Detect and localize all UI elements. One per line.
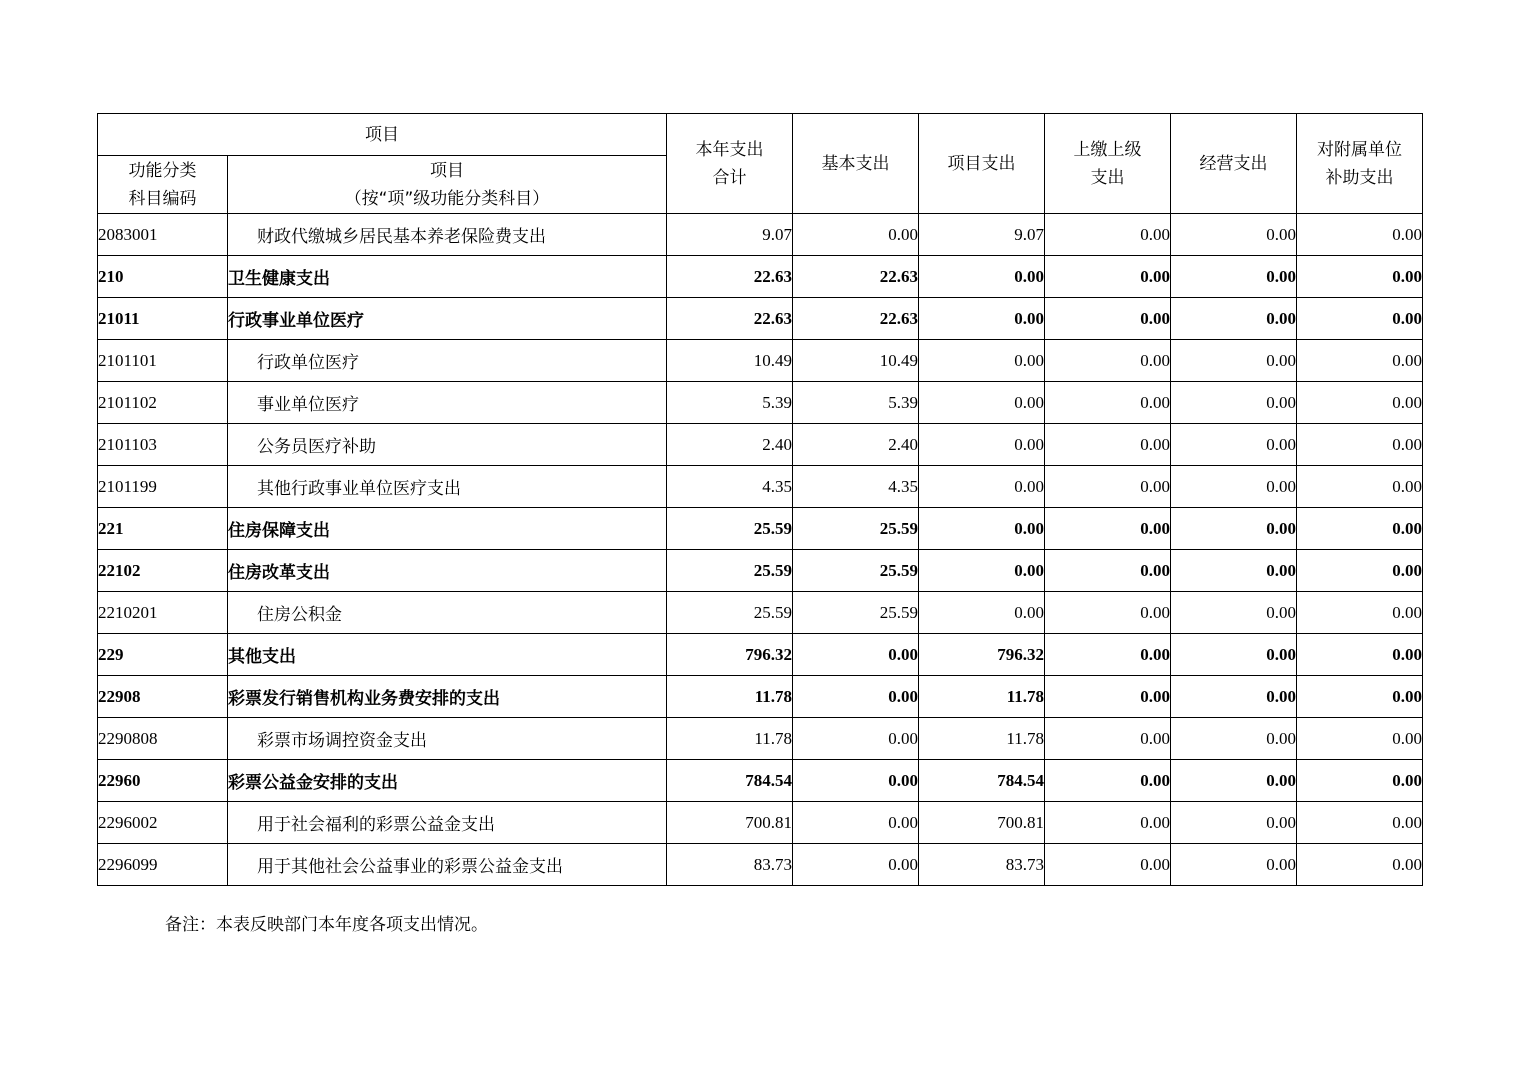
row-value-total: 25.59 <box>667 508 793 550</box>
footnote: 备注：本表反映部门本年度各项支出情况。 <box>165 915 488 935</box>
row-value-remit: 0.00 <box>1045 382 1171 424</box>
row-code: 2290808 <box>98 718 228 760</box>
row-value-operating: 0.00 <box>1171 676 1297 718</box>
row-value-subsidy: 0.00 <box>1297 424 1423 466</box>
row-value-remit: 0.00 <box>1045 214 1171 256</box>
row-value-subsidy: 0.00 <box>1297 340 1423 382</box>
row-value-basic: 0.00 <box>793 760 919 802</box>
row-value-project: 0.00 <box>919 466 1045 508</box>
row-value-remit: 0.00 <box>1045 256 1171 298</box>
row-value-remit: 0.00 <box>1045 340 1171 382</box>
row-value-subsidy: 0.00 <box>1297 214 1423 256</box>
row-code: 21011 <box>98 298 228 340</box>
row-value-project: 0.00 <box>919 298 1045 340</box>
row-code: 2101199 <box>98 466 228 508</box>
row-code: 229 <box>98 634 228 676</box>
row-code: 22102 <box>98 550 228 592</box>
row-value-total: 796.32 <box>667 634 793 676</box>
header-code: 功能分类 科目编码 <box>98 156 228 214</box>
row-name: 财政代缴城乡居民基本养老保险费支出 <box>228 214 667 256</box>
row-value-remit: 0.00 <box>1045 592 1171 634</box>
table-row <box>98 718 1423 760</box>
row-value-operating: 0.00 <box>1171 844 1297 886</box>
row-value-basic: 22.63 <box>793 256 919 298</box>
row-value-remit: 0.00 <box>1045 718 1171 760</box>
header-item: 项目 <box>98 114 667 156</box>
table-row <box>98 340 1423 382</box>
row-value-basic: 25.59 <box>793 508 919 550</box>
row-name: 用于社会福利的彩票公益金支出 <box>228 802 667 844</box>
row-code: 2083001 <box>98 214 228 256</box>
row-value-operating: 0.00 <box>1171 214 1297 256</box>
row-code: 2101101 <box>98 340 228 382</box>
row-value-basic: 10.49 <box>793 340 919 382</box>
row-value-operating: 0.00 <box>1171 298 1297 340</box>
table-row <box>98 424 1423 466</box>
row-value-operating: 0.00 <box>1171 802 1297 844</box>
row-value-operating: 0.00 <box>1171 424 1297 466</box>
row-value-basic: 5.39 <box>793 382 919 424</box>
row-code: 2101102 <box>98 382 228 424</box>
header-col-operating: 经营支出 <box>1171 114 1297 214</box>
row-value-total: 25.59 <box>667 550 793 592</box>
row-name: 行政事业单位医疗 <box>228 298 667 340</box>
row-value-total: 700.81 <box>667 802 793 844</box>
row-value-project: 0.00 <box>919 340 1045 382</box>
row-value-basic: 0.00 <box>793 214 919 256</box>
row-value-remit: 0.00 <box>1045 424 1171 466</box>
row-value-remit: 0.00 <box>1045 844 1171 886</box>
row-value-project: 0.00 <box>919 256 1045 298</box>
row-value-project: 9.07 <box>919 214 1045 256</box>
table-row <box>98 214 1423 256</box>
row-value-operating: 0.00 <box>1171 466 1297 508</box>
row-name: 公务员医疗补助 <box>228 424 667 466</box>
row-value-basic: 0.00 <box>793 802 919 844</box>
table-row <box>98 634 1423 676</box>
row-value-operating: 0.00 <box>1171 550 1297 592</box>
table-row <box>98 550 1423 592</box>
row-value-project: 11.78 <box>919 676 1045 718</box>
row-name: 彩票市场调控资金支出 <box>228 718 667 760</box>
row-value-subsidy: 0.00 <box>1297 844 1423 886</box>
header-col-basic: 基本支出 <box>793 114 919 214</box>
row-name: 其他行政事业单位医疗支出 <box>228 466 667 508</box>
row-value-basic: 0.00 <box>793 844 919 886</box>
table-row <box>98 466 1423 508</box>
row-value-subsidy: 0.00 <box>1297 466 1423 508</box>
row-name: 彩票发行销售机构业务费安排的支出 <box>228 676 667 718</box>
row-value-project: 796.32 <box>919 634 1045 676</box>
row-value-total: 2.40 <box>667 424 793 466</box>
row-code: 2210201 <box>98 592 228 634</box>
row-code: 210 <box>98 256 228 298</box>
row-value-total: 22.63 <box>667 256 793 298</box>
row-name: 行政单位医疗 <box>228 340 667 382</box>
expenditure-table <box>97 113 1423 886</box>
row-value-subsidy: 0.00 <box>1297 634 1423 676</box>
row-value-project: 0.00 <box>919 550 1045 592</box>
row-name: 彩票公益金安排的支出 <box>228 760 667 802</box>
row-value-subsidy: 0.00 <box>1297 760 1423 802</box>
row-value-remit: 0.00 <box>1045 508 1171 550</box>
row-value-project: 0.00 <box>919 424 1045 466</box>
row-value-remit: 0.00 <box>1045 760 1171 802</box>
row-value-operating: 0.00 <box>1171 382 1297 424</box>
row-value-total: 9.07 <box>667 214 793 256</box>
row-value-remit: 0.00 <box>1045 298 1171 340</box>
row-value-project: 784.54 <box>919 760 1045 802</box>
row-value-total: 10.49 <box>667 340 793 382</box>
row-value-total: 83.73 <box>667 844 793 886</box>
row-value-remit: 0.00 <box>1045 550 1171 592</box>
row-value-total: 22.63 <box>667 298 793 340</box>
row-value-subsidy: 0.00 <box>1297 256 1423 298</box>
row-code: 2101103 <box>98 424 228 466</box>
row-value-project: 700.81 <box>919 802 1045 844</box>
row-value-subsidy: 0.00 <box>1297 382 1423 424</box>
row-value-operating: 0.00 <box>1171 760 1297 802</box>
row-code: 22908 <box>98 676 228 718</box>
row-name: 卫生健康支出 <box>228 256 667 298</box>
row-value-subsidy: 0.00 <box>1297 550 1423 592</box>
row-value-remit: 0.00 <box>1045 466 1171 508</box>
row-value-remit: 0.00 <box>1045 802 1171 844</box>
row-value-project: 83.73 <box>919 844 1045 886</box>
header-col-project: 项目支出 <box>919 114 1045 214</box>
row-name: 住房公积金 <box>228 592 667 634</box>
row-value-basic: 0.00 <box>793 718 919 760</box>
row-code: 22960 <box>98 760 228 802</box>
row-value-subsidy: 0.00 <box>1297 508 1423 550</box>
row-code: 2296099 <box>98 844 228 886</box>
row-value-total: 11.78 <box>667 676 793 718</box>
row-value-subsidy: 0.00 <box>1297 676 1423 718</box>
table-row <box>98 760 1423 802</box>
row-value-operating: 0.00 <box>1171 592 1297 634</box>
row-value-remit: 0.00 <box>1045 676 1171 718</box>
header-col-subsidy: 对附属单位 补助支出 <box>1297 114 1423 214</box>
row-value-basic: 4.35 <box>793 466 919 508</box>
row-name: 其他支出 <box>228 634 667 676</box>
row-value-operating: 0.00 <box>1171 340 1297 382</box>
row-value-subsidy: 0.00 <box>1297 592 1423 634</box>
row-value-basic: 0.00 <box>793 634 919 676</box>
row-name: 住房保障支出 <box>228 508 667 550</box>
row-value-operating: 0.00 <box>1171 256 1297 298</box>
table-row <box>98 802 1423 844</box>
row-value-total: 25.59 <box>667 592 793 634</box>
row-name: 住房改革支出 <box>228 550 667 592</box>
table-row <box>98 298 1423 340</box>
table-row <box>98 256 1423 298</box>
header-name: 项目 （按“项”级功能分类科目） <box>228 156 667 214</box>
row-value-basic: 0.00 <box>793 676 919 718</box>
table-row <box>98 676 1423 718</box>
row-value-total: 784.54 <box>667 760 793 802</box>
row-value-basic: 25.59 <box>793 550 919 592</box>
row-value-subsidy: 0.00 <box>1297 298 1423 340</box>
table-row <box>98 508 1423 550</box>
row-value-total: 4.35 <box>667 466 793 508</box>
table-row <box>98 382 1423 424</box>
row-value-project: 0.00 <box>919 382 1045 424</box>
row-value-project: 0.00 <box>919 508 1045 550</box>
row-value-operating: 0.00 <box>1171 508 1297 550</box>
row-code: 2296002 <box>98 802 228 844</box>
row-value-project: 11.78 <box>919 718 1045 760</box>
row-code: 221 <box>98 508 228 550</box>
row-value-subsidy: 0.00 <box>1297 802 1423 844</box>
row-value-project: 0.00 <box>919 592 1045 634</box>
header-col-total: 本年支出 合计 <box>667 114 793 214</box>
row-value-total: 11.78 <box>667 718 793 760</box>
row-value-operating: 0.00 <box>1171 634 1297 676</box>
table-row <box>98 592 1423 634</box>
header-row-1 <box>98 114 1423 156</box>
row-value-basic: 22.63 <box>793 298 919 340</box>
row-value-operating: 0.00 <box>1171 718 1297 760</box>
row-value-remit: 0.00 <box>1045 634 1171 676</box>
row-value-basic: 2.40 <box>793 424 919 466</box>
row-value-total: 5.39 <box>667 382 793 424</box>
row-name: 用于其他社会公益事业的彩票公益金支出 <box>228 844 667 886</box>
header-col-remit: 上缴上级 支出 <box>1045 114 1171 214</box>
row-value-basic: 25.59 <box>793 592 919 634</box>
table-row <box>98 844 1423 886</box>
row-value-subsidy: 0.00 <box>1297 718 1423 760</box>
row-name: 事业单位医疗 <box>228 382 667 424</box>
